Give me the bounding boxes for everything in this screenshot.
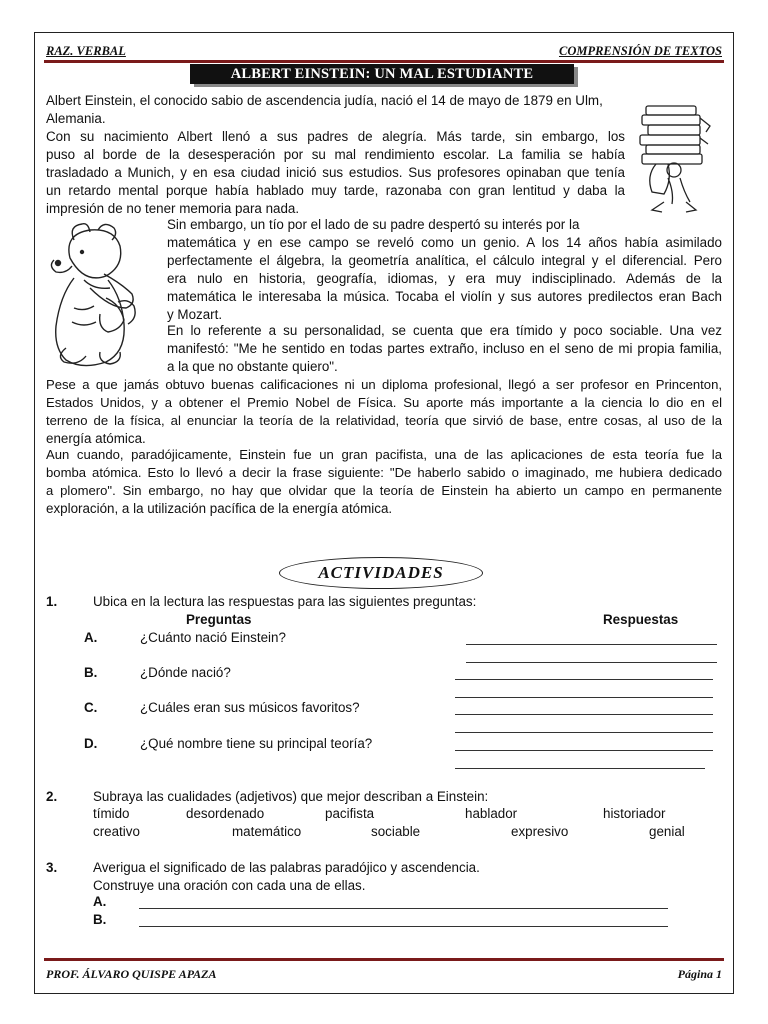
- reading-line: exploración, a la utilización pacífica de la energía atómica.: [46, 501, 393, 516]
- question-number: 3.: [46, 860, 58, 875]
- adjective-option[interactable]: genial: [649, 824, 685, 839]
- question-number: 2.: [46, 789, 58, 804]
- question-text: Ubica en la lectura las respuestas para las siguientes preguntas:: [93, 594, 477, 609]
- books-illustration: [634, 98, 718, 220]
- adjective-option[interactable]: pacifista: [325, 806, 375, 821]
- answer-line[interactable]: [139, 926, 668, 927]
- reading-line: Alemania.: [46, 111, 106, 126]
- item-letter: D.: [84, 736, 98, 751]
- answer-line[interactable]: [455, 768, 705, 769]
- item-letter: A.: [84, 630, 98, 645]
- item-letter: B.: [84, 665, 98, 680]
- footer-right: Página 1: [677, 967, 722, 981]
- answer-line[interactable]: [466, 644, 717, 645]
- column-header-questions: Preguntas: [186, 612, 252, 627]
- page-title: ALBERT EINSTEIN: UN MAL ESTUDIANTE: [196, 66, 568, 82]
- header-rule: [44, 60, 724, 63]
- adjective-option[interactable]: matemático: [232, 824, 302, 839]
- reading-line: un retardo mental porque había hablado muy tarde, razonaba con gran lentitud y daba la: [46, 183, 625, 198]
- question-text: Construye una oración con cada una de ellas.: [93, 878, 366, 893]
- reading-line: En lo referente a su personalidad, se cuenta que era tímido y poco sociable. Una vez: [167, 323, 722, 338]
- reading-line: Con su nacimiento Albert llenó a sus padres de alegría. Más tarde, sin embargo, los: [46, 129, 625, 144]
- activities-heading: ACTIVIDADES: [279, 557, 483, 589]
- reading-line: energía atómica.: [46, 431, 146, 446]
- title-banner: [190, 64, 574, 84]
- answer-line[interactable]: [455, 697, 713, 698]
- reading-line: terreno de la física, al enunciar la teoría de la relatividad, teoría que sirvió de base, entre cosas, al uso de la: [46, 413, 722, 428]
- bear-illustration: [44, 218, 162, 368]
- header-left: RAZ. VERBAL: [46, 44, 126, 58]
- reading-line: Sin embargo, un tío por el lado de su padre despertó su interés por la: [167, 217, 580, 232]
- column-header-answers: Respuestas: [603, 612, 679, 627]
- adjective-option[interactable]: sociable: [371, 824, 421, 839]
- reading-line: a la que no obstante quiero".: [167, 359, 338, 374]
- question-text: Averigua el significado de las palabras paradójico y ascendencia.: [93, 860, 480, 875]
- reading-line: trasladado a Munich, y en esa ciudad inició sus estudios. Sus profesores opinaban que tenía: [46, 165, 625, 180]
- answer-line[interactable]: [139, 908, 668, 909]
- item-letter: C.: [84, 700, 98, 715]
- reading-line: perfectamente el álgebra, la geometría analítica, el cálculo integral y el diferencial. Pero: [167, 253, 722, 268]
- adjective-option[interactable]: hablador: [465, 806, 518, 821]
- reading-line: Aun cuando, paradójicamente, Einstein fue un gran pacifista, una de las aplicaciones de esta teoría fue la: [46, 447, 722, 462]
- answer-line[interactable]: [455, 679, 713, 680]
- item-question: ¿Dónde nació?: [140, 665, 231, 680]
- adjective-option[interactable]: desordenado: [186, 806, 265, 821]
- reading-line: Estados Unidos, y a obtener el Premio Nobel de Física. Su aporte más importante a la ciencia lo dio en el: [46, 395, 722, 410]
- adjective-option[interactable]: tímido: [93, 806, 130, 821]
- adjective-option[interactable]: expresivo: [511, 824, 569, 839]
- footer-left: PROF. ÁLVARO QUISPE APAZA: [46, 967, 217, 981]
- reading-line: matemática y en ese campo se reveló como un genio. A los 14 años había asimilado: [167, 235, 722, 250]
- answer-line[interactable]: [455, 750, 713, 751]
- answer-line[interactable]: [466, 662, 717, 663]
- item-question: ¿Cuáles eran sus músicos favoritos?: [140, 700, 360, 715]
- answer-line[interactable]: [455, 714, 713, 715]
- reading-line: y Mozart.: [167, 307, 223, 322]
- reading-line: puso al borde de la desesperación por su mal rendimiento escolar. La familia se había: [46, 147, 625, 162]
- answer-line[interactable]: [455, 732, 713, 733]
- question-number: 1.: [46, 594, 58, 609]
- footer-rule: [44, 958, 724, 961]
- reading-line: impresión de no tener memoria para nada.: [46, 201, 300, 216]
- adjective-option[interactable]: creativo: [93, 824, 140, 839]
- reading-line: bomba atómica. Esto lo llevó a decir la frase siguiente: "De haberlo sabido o imaginado, me hubiera dedicado: [46, 465, 722, 480]
- reading-line: Albert Einstein, el conocido sabio de ascendencia judía, nació el 14 de mayo de 1879 en Ulm,: [46, 93, 603, 108]
- item-letter: B.: [93, 912, 107, 927]
- reading-line: era nulo en historia, geografía, idiomas, y era muy indisciplinado. Además de la: [167, 271, 722, 286]
- item-question: ¿Qué nombre tiene su principal teoría?: [140, 736, 373, 751]
- reading-line: manifestó: "Me he sentido en todas partes extraño, incluso en el seno de mi propia familia,: [167, 341, 722, 356]
- reading-line: Pese a que jamás obtuvo buenas calificaciones ni un diploma profesional, llegó a ser profesor en Princenton,: [46, 377, 722, 392]
- question-text: Subraya las cualidades (adjetivos) que mejor describan a Einstein:: [93, 789, 489, 804]
- header-right: COMPRENSIÓN DE TEXTOS: [558, 44, 722, 58]
- item-question: ¿Cuánto nació Einstein?: [140, 630, 286, 645]
- reading-line: a plomero". Sin embargo, no hay que olvidar que la teoría de Einstein ha abierto un campo en permanente: [46, 483, 722, 498]
- item-letter: A.: [93, 894, 107, 909]
- reading-line: matemática le interesaba la música. Tocaba el violín y sus autores predilectos eran Bach: [167, 289, 722, 304]
- adjective-option[interactable]: historiador: [603, 806, 666, 821]
